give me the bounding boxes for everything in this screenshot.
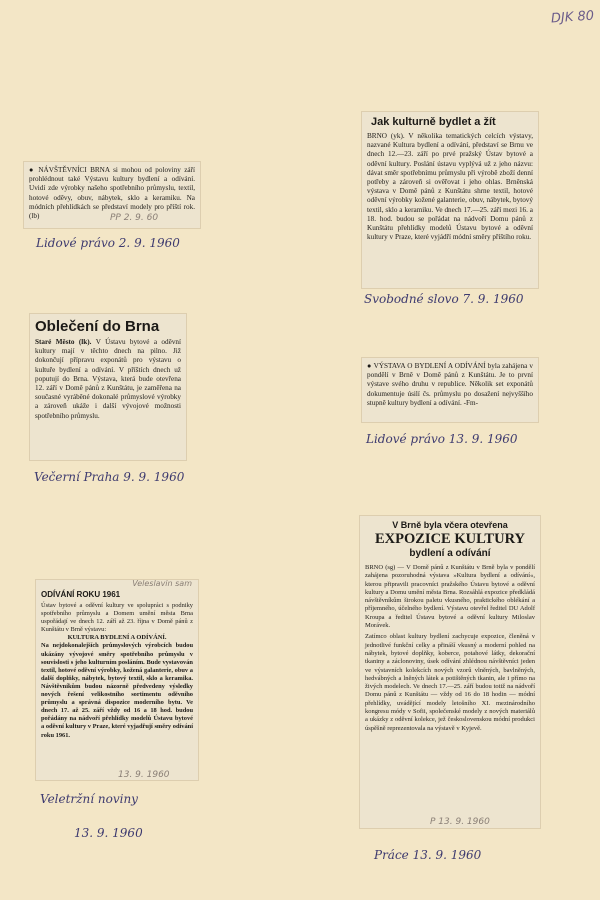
clipping-expozice (360, 516, 540, 828)
pencil-note: P 13. 9. 1960 (430, 816, 490, 827)
source-note: Lidové právo 2. 9. 1960 (36, 236, 180, 250)
clipping-vystava (362, 358, 538, 422)
clipping-text: ● NÁVŠTĚVNÍCI BRNA si mohou od poloviny září prohlédnout také Výstavu kultury bydlení a odívání. Uvidí zde výrobky našeho spotřebního průmyslu, textil, hotové oděvy, obuv, nábytek, sklo a keramiku. Na módních přehlídkách se představí modely pro příští rok. (lb) (29, 166, 195, 221)
clipping-text-2: Zatímco oblast kultury bydlení zachycuje expozice, členěná v jednotlivé funkční celky a přináší vkusný a moderní pohled na nábytek, bytové doplňky, koberce, potahové látky, dekorační tkaniny a záclonoviny, úsek odívání zhlédnou návštěvníci jeden ve výstavních kolekcích nových vzorů vlněných, bavlněných, hedvábných a lněných látek a potištěných tkanin, ale i přímo na živých modelech. Ve dnech 17.—25. září budou totiž na nádvoří Domu pánů z Kunštátu — vždy od 16 do 18 hodin — módní přehlídky, uvádějící modely letošního XI. mezinárodního kongresu módy v Sofii, společenské modely z nových materiálů a ukázky z oděvní kolekce, jež československou módní produkci úspěšně reprezentovala na výstavě v Kyjevě. (365, 633, 535, 732)
clipping-lead: Staré Město (lk). (35, 338, 92, 346)
clipping-title: Oblečení do Brna (35, 318, 160, 335)
pencil-note: Veleslavín sam (132, 580, 192, 588)
clipping-jak-kulturne (362, 112, 538, 288)
source-note: Svobodné slovo 7. 9. 1960 (364, 292, 524, 306)
clipping-odivani (36, 580, 198, 780)
source-note: Lidové právo 13. 9. 1960 (366, 432, 518, 446)
clipping-kicker: V Brně byla včera otevřena (392, 520, 508, 530)
clipping-body (35, 338, 181, 421)
source-date-note: 13. 9. 1960 (74, 826, 143, 840)
clipping-navstevnici (24, 162, 200, 228)
clipping-title: ODÍVÁNÍ ROKU 1961 (41, 590, 121, 599)
pencil-note: PP 2. 9. 60 (110, 213, 159, 223)
clipping-text-2: Na nejdokonalejších průmyslových výrobcích budou ukázány vývojové směry spotřebního průmyslu v souvislosti s jeho kulturním posláním. Bude vystavován textil, hotové oděvní výrobky, kožená galanterie, obuv a další doplňky, nábytek, bytový textil, sklo a keramika. Návštěvníkům budou názorně předvedeny výsledky nových řešení velikostního sortimentu oděvního průmyslu a správná dispozice moderního bytu. Ve dnech 17. až 25. září vždy od 16 a 18 hod. budou pořádány na nádvoří přehlídky modelů Ústavu bytové a oděvní kultury v Praze, které vyjadřují směry odívání roku 1961. (41, 642, 193, 739)
clipping-subhead: KULTURA BYDLENÍ A ODÍVÁNÍ. (67, 634, 167, 642)
clipping-title: Jak kulturně bydlet a žít (371, 116, 496, 128)
clipping-obleceni (30, 314, 186, 460)
clipping-text: Ústav bytové a oděvní kultury ve spolupráci s podniky spotřebního průmyslu a Domem umění města Brna uspořádají ve dnech 12. září až 23. října v Domě pánů z Kunštátu v Brně výstavu: (41, 602, 193, 634)
clipping-text: ● VÝSTAVA O BYDLENÍ A ODÍVÁNÍ byla zahájena v pondělí v Brně v Domě pánů z Kunštátu. Je to první výstave svého druhu v republice. Několik set exponátů dokumentuje úsilí čs. průmyslu po dosažení nejvyššího stupně kultury bydlení a odívání. -Fm- (367, 362, 533, 407)
source-note: Veletržní noviny (40, 792, 138, 806)
source-note: Večerní Praha 9. 9. 1960 (34, 470, 185, 484)
source-note: Práce 13. 9. 1960 (374, 848, 482, 862)
clipping-subtitle: bydlení a odívání (409, 548, 491, 559)
page-mark: DJK 80 (550, 8, 595, 27)
clipping-text: V Ústavu bytové a oděvní kultury mají v těchto dnech na pilno. Již dokončují přípravu exponátů pro výstavu o kultuře bydlení a odívání. V příštích dnech už poputují do Brna. Výstava, která bude otevřena 12. září v Domě pánů z Kunštátu, je zaměřena na současné vyráběné dokonalé průmyslové výrobky a zároveň ukáže i další vývojové možnosti spotřebního průmyslu. (35, 338, 181, 420)
pencil-note: 13. 9. 1960 (118, 769, 170, 780)
clipping-title: EXPOZICE KULTURY (374, 531, 526, 547)
clipping-text: BRNO (sg) — V Domě pánů z Kunštátu v Brně byla v pondělí zahájena pozoruhodná výstava »Kultura bydlení a odívání«, kterou připravili pracovníci pražského Ústavu bytové a oděvní kultury a Domu umění města Brna. Rozsáhlá expozice předkládá návštěvníkům širokou paletu vkusného, praktického oblékání a příjemného, účelného bydlení. Výstavu otevřel ředitel DU Adolf Kroupa a ředitel Ústavu bytové a oděvní kultury Miloslav Morávek. (365, 564, 535, 630)
clipping-text: BRNO (yk). V několika tematických celcích výstavy, nazvané Kultura bydlení a odívání, představí se Brnu ve dnech 12.—23. září po prvé pražský Ústav bytové a oděvní kultury. Poslání ústavu vyplývá už z jeho názvu: dávat směr spotřebnímu průmyslu při výrobě zboží denní potřeby a zároveň si ověřovat i jeho ohlas. Brněnská výstava v Domě pánů z Kunštátu shrne textil, hotové oděvní výrobky kožené galanterie, obuv, nábytek, bytový textil, sklo a keramiku. Ve dnech 17.—25. září mezi 16. a 18. hod. budou se pořádat na nádvoří Domu pánů z Kunštátu přehlídky modelů Ústavu bytové a oděvní kultury v Praze, které vyjádří módní směry příštího roku. (367, 132, 533, 242)
